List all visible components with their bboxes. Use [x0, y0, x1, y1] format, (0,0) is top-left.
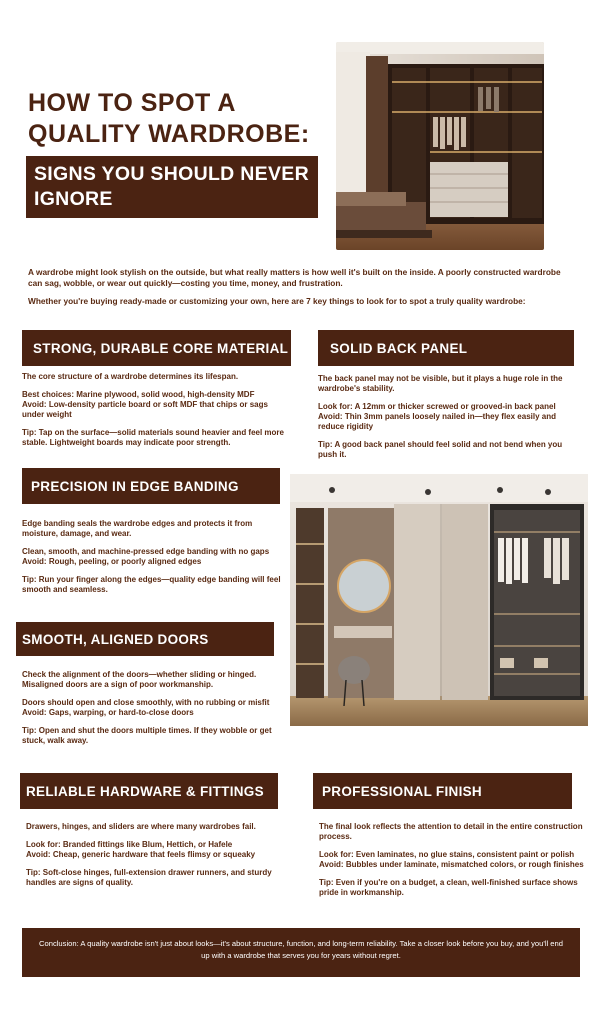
section-hardware-text: Drawers, hinges, and sliders are where many wardrobes fail. [26, 822, 256, 831]
section-edge-avoid: Avoid: Rough, peeling, or poorly aligned edges [22, 557, 202, 566]
section-back-heading: SOLID BACK PANEL [318, 330, 574, 366]
conclusion-banner [22, 928, 580, 977]
section-edge-heading: PRECISION IN EDGE BANDING [22, 468, 280, 504]
section-doors-good: Doors should open and close smoothly, with no rubbing or misfit [22, 698, 270, 707]
section-finish-avoid: Avoid: Bubbles under laminate, mismatched colors, or rough finishes [319, 860, 584, 869]
section-hardware-heading: RELIABLE HARDWARE & FITTINGS [20, 773, 278, 809]
section-back-body [318, 374, 574, 468]
section-finish-look-for: Look for: Even laminates, no glue stains, consistent paint or polish [319, 850, 575, 859]
section-hardware-look-for: Look for: Branded fittings like Blum, Hettich, or Hafele [26, 840, 233, 849]
section-back-text: The back panel may not be visible, but it plays a huge role in the wardrobe's stability. [318, 374, 563, 393]
page-title: HOW TO SPOT A QUALITY WARDROBE: [28, 89, 310, 148]
section-core-text: The core structure of a wardrobe determines its lifespan. [22, 372, 239, 381]
section-core-best: Best choices: Marine plywood, solid wood, high-density MDF [22, 390, 255, 399]
conclusion-text: Conclusion: A quality wardrobe isn't just about looks—it's about structure, function, and long-term reliability. Take a closer look before you buy, and you'll end up with a wardrobe that serves you for years without regret. [39, 939, 563, 960]
section-back-avoid: Avoid: Thin 3mm panels loosely nailed in—they flex easily and reduce rigidity [318, 412, 556, 431]
section-doors-heading: SMOOTH, ALIGNED DOORS [16, 622, 274, 656]
section-edge-body [22, 519, 282, 603]
section-back-look-for: Look for: A 12mm or thicker screwed or grooved-in back panel [318, 402, 556, 411]
section-edge-tip: Tip: Run your finger along the edges—quality edge banding will feel smooth and seamless. [22, 575, 281, 594]
section-core-body [22, 372, 284, 456]
section-hardware-tip: Tip: Soft-close hinges, full-extension drawer runners, and sturdy handles are signs of quality. [26, 868, 272, 887]
section-core-heading: STRONG, DURABLE CORE MATERIAL [22, 330, 291, 366]
wardrobe-vanity-image [290, 474, 588, 726]
section-core-avoid: Avoid: Low-density particle board or soft MDF that chips or sags under weight [22, 400, 268, 419]
intro-paragraph-2: Whether you're buying ready-made or customizing your own, here are 7 key things to look for to spot a truly quality wardrobe: [28, 296, 526, 306]
section-doors-tip: Tip: Open and shut the doors multiple times. If they wobble or get stuck, walk away. [22, 726, 272, 745]
section-finish-heading: PROFESSIONAL FINISH [313, 773, 572, 809]
section-doors-text: Check the alignment of the doors—whether sliding or hinged. Misaligned doors are a sign of poor workmanship. [22, 670, 257, 689]
walk-in-closet-image [336, 42, 544, 250]
section-finish-body [319, 822, 587, 906]
section-core-tip: Tip: Tap on the surface—solid materials sound heavier and feel more stable. Lightweight boards may indicate poor strength. [22, 428, 284, 447]
section-finish-text: The final look reflects the attention to detail in the entire construction process. [319, 822, 583, 841]
section-hardware-avoid: Avoid: Cheap, generic hardware that feels flimsy or squeaky [26, 850, 256, 859]
section-hardware-body [26, 822, 288, 896]
intro-paragraph-1: A wardrobe might look stylish on the outside, but what really matters is how well it's built on the inside. A poorly constructed wardrobe can sag, wobble, or wear out quickly—costing you time, money, and frustration. [28, 267, 561, 288]
page-subtitle: SIGNS YOU SHOULD NEVER IGNORE [26, 156, 318, 218]
section-edge-text: Edge banding seals the wardrobe edges and protects it from moisture, damage, and wear. [22, 519, 253, 538]
section-back-tip: Tip: A good back panel should feel solid and not bend when you push it. [318, 440, 563, 459]
section-finish-tip: Tip: Even if you're on a budget, a clean, well-finished surface shows pride in workmanship. [319, 878, 578, 897]
section-doors-avoid: Avoid: Gaps, warping, or hard-to-close doors [22, 708, 194, 717]
section-doors-body [22, 670, 284, 754]
section-edge-good: Clean, smooth, and machine-pressed edge banding with no gaps [22, 547, 270, 556]
